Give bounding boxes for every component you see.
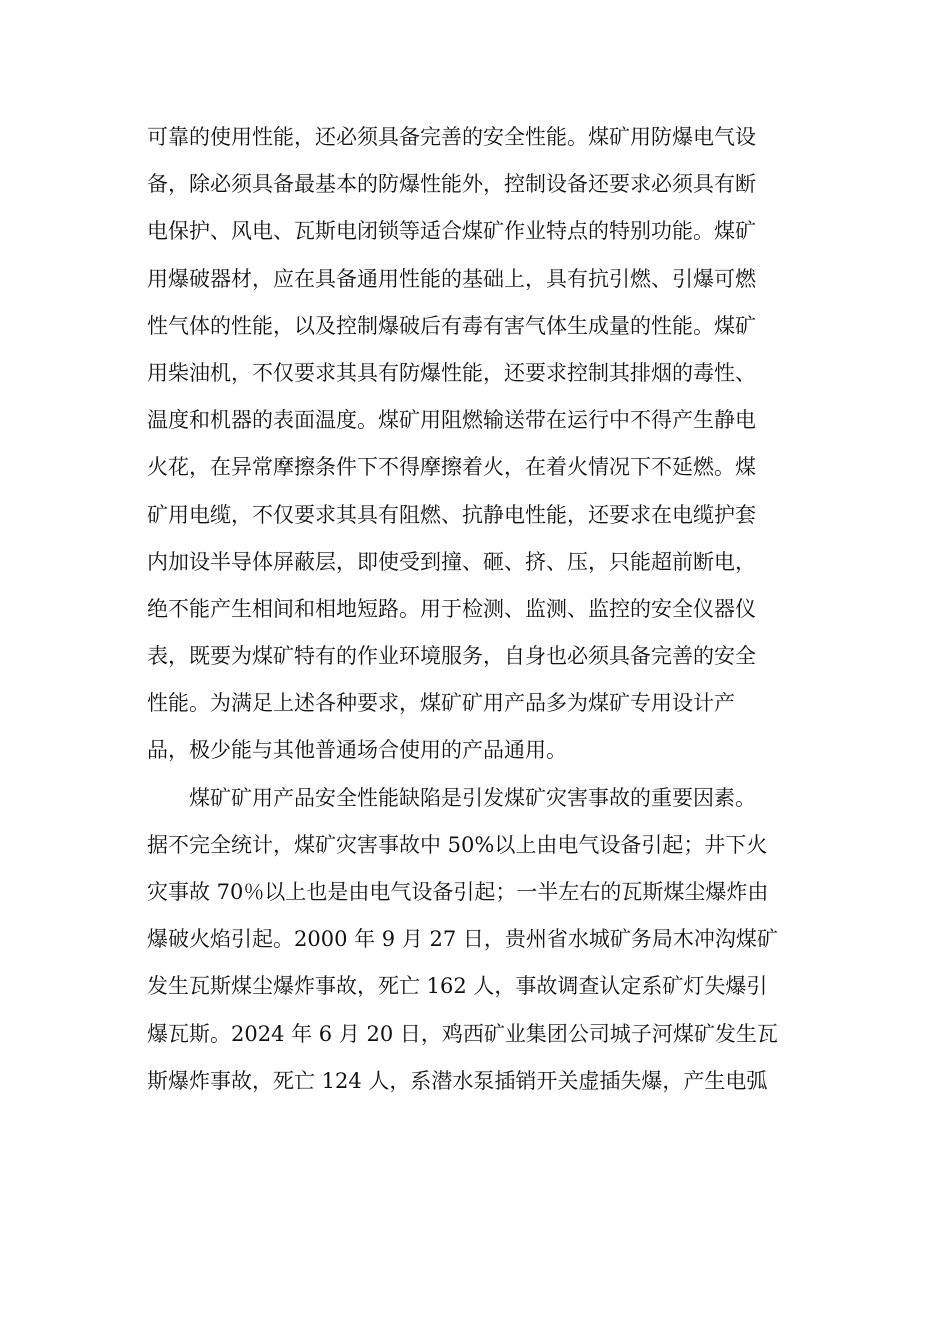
text-line: 内加设半导体屏蔽层，即使受到撞、砸、挤、压，只能超前断电， [147,549,756,574]
document-body [147,114,803,1105]
text-line: 煤矿矿用产品安全性能缺陷是引发煤矿灾害事故的重要因素。 [189,785,756,810]
paragraph-2 [147,775,803,1105]
text-line: 电保护、风电、瓦斯电闭锁等适合煤矿作业特点的特别功能。煤矿 [147,219,756,244]
text-line: 品，极少能与其他普通场合使用的产品通用。 [147,738,567,763]
text-line: 绝不能产生相间和相地短路。用于检测、监测、监控的安全仪器仪 [147,596,756,621]
text-line: 用爆破器材，应在具备通用性能的基础上，具有抗引燃、引爆可燃 [147,266,756,291]
text-line: 表，既要为煤矿特有的作业环境服务，自身也必须具备完善的安全 [147,644,756,669]
text-line: 温度和机器的表面温度。煤矿用阻燃输送带在运行中不得产生静电 [147,408,756,433]
text-line: 备，除必须具备最基本的防爆性能外，控制设备还要求必须具有断 [147,172,756,197]
paragraph-1 [147,114,803,775]
text-line: 可靠的使用性能，还必须具备完善的安全性能。煤矿用防爆电气设 [147,125,756,149]
text-line: 性气体的性能，以及控制爆破后有毒有害气体生成量的性能。煤矿 [147,313,756,338]
text-line: 爆瓦斯。2024 年 6 月 20 日，鸡西矿业集团公司城子河煤矿发生瓦 [147,1021,778,1046]
text-line: 灾事故 70％以上也是由电气设备引起；一半左右的瓦斯煤尘爆炸由 [147,880,769,904]
text-line: 火花，在异常摩擦条件下不得摩擦着火，在着火情况下不延燃。煤 [147,455,756,480]
text-line: 用柴油机，不仅要求其具有防爆性能，还要求控制其排烟的毒性、 [147,360,756,385]
text-line: 斯爆炸事故，死亡 124 人，系潜水泵插销开关虚插失爆，产生电弧 [147,1068,768,1093]
text-line: 性能。为满足上述各种要求，煤矿矿用产品多为煤矿专用设计产 [147,691,735,716]
text-line: 爆破火焰引起。2000 年 9 月 27 日，贵州省水城矿务局木冲沟煤矿 [147,927,778,952]
text-line: 据不完全统计，煤矿灾害事故中 50%以上由电气设备引起；井下火 [147,832,768,857]
text-line: 矿用电缆，不仅要求其具有阻燃、抗静电性能，还要求在电缆护套 [147,502,756,527]
text-line: 发生瓦斯煤尘爆炸事故，死亡 162 人，事故调查认定系矿灯失爆引 [147,974,768,999]
